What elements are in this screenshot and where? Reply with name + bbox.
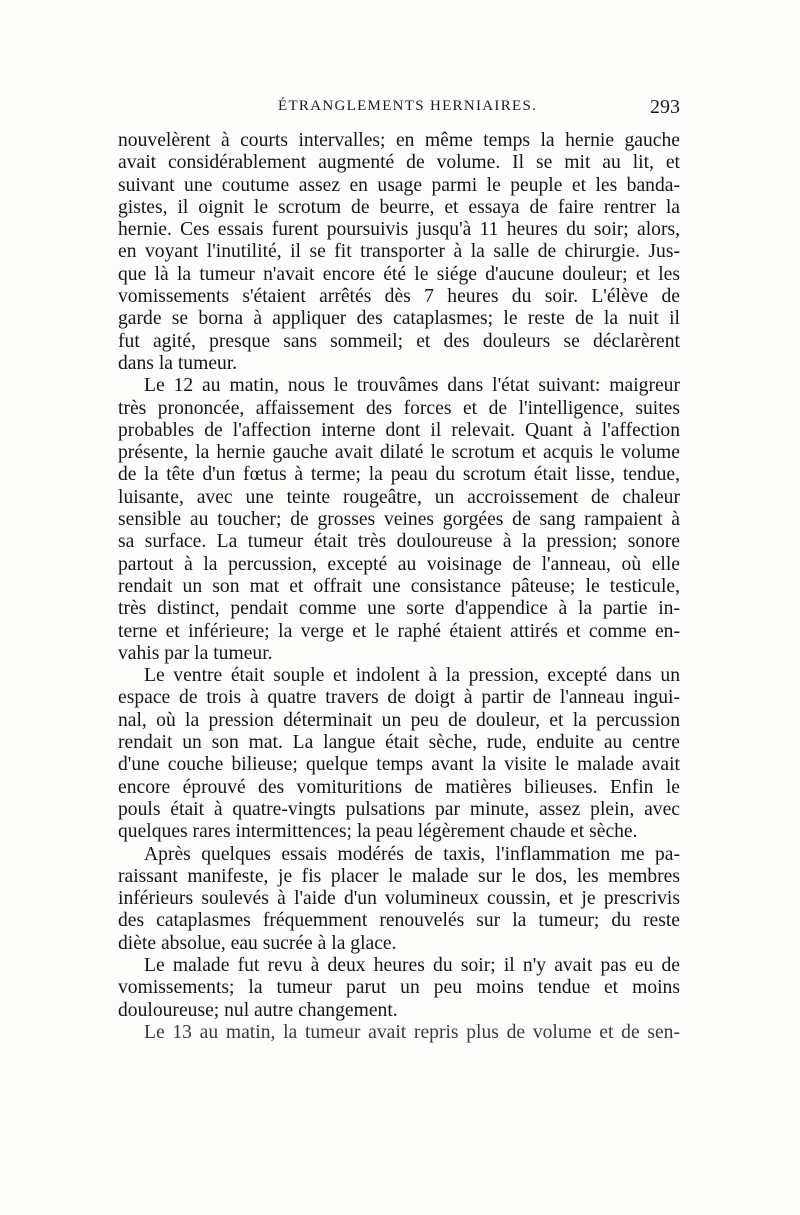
body-text [118, 130, 680, 1044]
text-line: Après quelques essais modérés de taxis, l'inflammation me pa- [144, 843, 680, 865]
text-line: inférieurs soulevés à l'aide d'un volumineux coussin, et je prescrivis [118, 888, 680, 910]
text-line: vomissements; la tumeur parut un peu moins tendue et moins [118, 977, 680, 999]
text-line: espace de trois à quatre travers de doigt à partir de l'anneau ingui- [118, 687, 680, 709]
text-line: dans la tumeur. [118, 352, 238, 374]
page-number: 293 [650, 96, 680, 118]
text-line: gistes, il oignit le scrotum de beurre, et essaya de faire rentrer la [118, 196, 680, 218]
text-line: hernie. Ces essais furent poursuivis jusqu'à 11 heures du soir; alors, [118, 219, 680, 241]
text-line: Le ventre était souple et indolent à la pression, excepté dans un [144, 665, 680, 687]
text-line: en voyant l'inutilité, il se fit transporter à la salle de chirurgie. Jus- [118, 241, 680, 263]
text-line: vahis par la tumeur. [118, 642, 273, 664]
text-line: des cataplasmes fréquemment renouvelés sur la tumeur; du reste [118, 910, 680, 932]
page-header [118, 96, 680, 126]
text-line: de la tête d'un fœtus à terme; la peau du scrotum était lisse, tendue, [118, 464, 680, 486]
text-line: pouls était à quatre-vingts pulsations par minute, assez plein, avec [118, 798, 680, 820]
text-line: garde se borna à appliquer des cataplasmes; le reste de la nuit il [118, 308, 680, 330]
text-line: présente, la hernie gauche avait dilaté le scrotum et acquis le volume [118, 442, 680, 464]
text-line: nouvelèrent à courts intervalles; en même temps la hernie gauche [118, 130, 680, 151]
text-line: rendait un son mat et offrait une consistance pâteuse; le testicule, [118, 575, 680, 597]
text-line: d'une couche bilieuse; quelque temps avant la visite le malade avait [118, 754, 680, 776]
text-line: très distinct, pendait comme une sorte d'appendice à la partie in- [118, 598, 680, 620]
text-line: avait considérablement augmenté de volume. Il se mit au lit, et [118, 152, 680, 174]
text-line: probables de l'affection interne dont il relevait. Quant à l'affection [118, 419, 680, 441]
text-line: vomissements s'étaient arrêtés dès 7 heures du soir. L'élève de [118, 286, 680, 308]
text-line: Le malade fut revu à deux heures du soir; il n'y avait pas eu de [144, 954, 680, 976]
text-line: encore éprouvé des vomituritions de matières bilieuses. Enfin le [118, 776, 680, 798]
text-line: nal, où la pression déterminait un peu de douleur, et la percussion [118, 709, 680, 731]
text-line: suivant une coutume assez en usage parmi le peuple et les banda- [118, 174, 680, 196]
text-line: quelques rares intermittences; la peau légèrement chaude et sèche. [118, 821, 638, 843]
running-title: ÉTRANGLEMENTS HERNIAIRES. [278, 98, 538, 114]
text-line: rendait un son mat. La langue était sèche, rude, enduite au centre [118, 732, 680, 754]
text-line: que là la tumeur n'avait encore été le siége d'aucune douleur; et les [118, 263, 680, 285]
text-line: terne et inférieure; la verge et le raphé étaient attirés et comme en- [118, 620, 680, 642]
text-line: Le 12 au matin, nous le trouvâmes dans l'état suivant: maigreur [144, 375, 680, 397]
text-line: partout à la percussion, excepté au voisinage de l'anneau, où elle [118, 553, 680, 575]
text-line: très prononcée, affaissement des forces et de l'intelligence, suites [118, 397, 680, 419]
text-line: fut agité, presque sans sommeil; et des douleurs se déclarèrent [118, 330, 680, 352]
text-line: sensible au toucher; de grosses veines gorgées de sang rampaient à [118, 509, 680, 531]
text-line: Le 13 au matin, la tumeur avait repris plus de volume et de sen- [144, 1021, 680, 1043]
text-line: diète absolue, eau sucrée à la glace. [118, 932, 397, 954]
text-line: douloureuse; nul autre changement. [118, 999, 398, 1021]
text-line: luisante, avec une teinte rougeâtre, un accroissement de chaleur [118, 486, 680, 508]
text-line: raissant manifeste, je fis placer le malade sur le dos, les membres [118, 865, 680, 887]
text-line: sa surface. La tumeur était très douloureuse à la pression; sonore [118, 531, 680, 553]
